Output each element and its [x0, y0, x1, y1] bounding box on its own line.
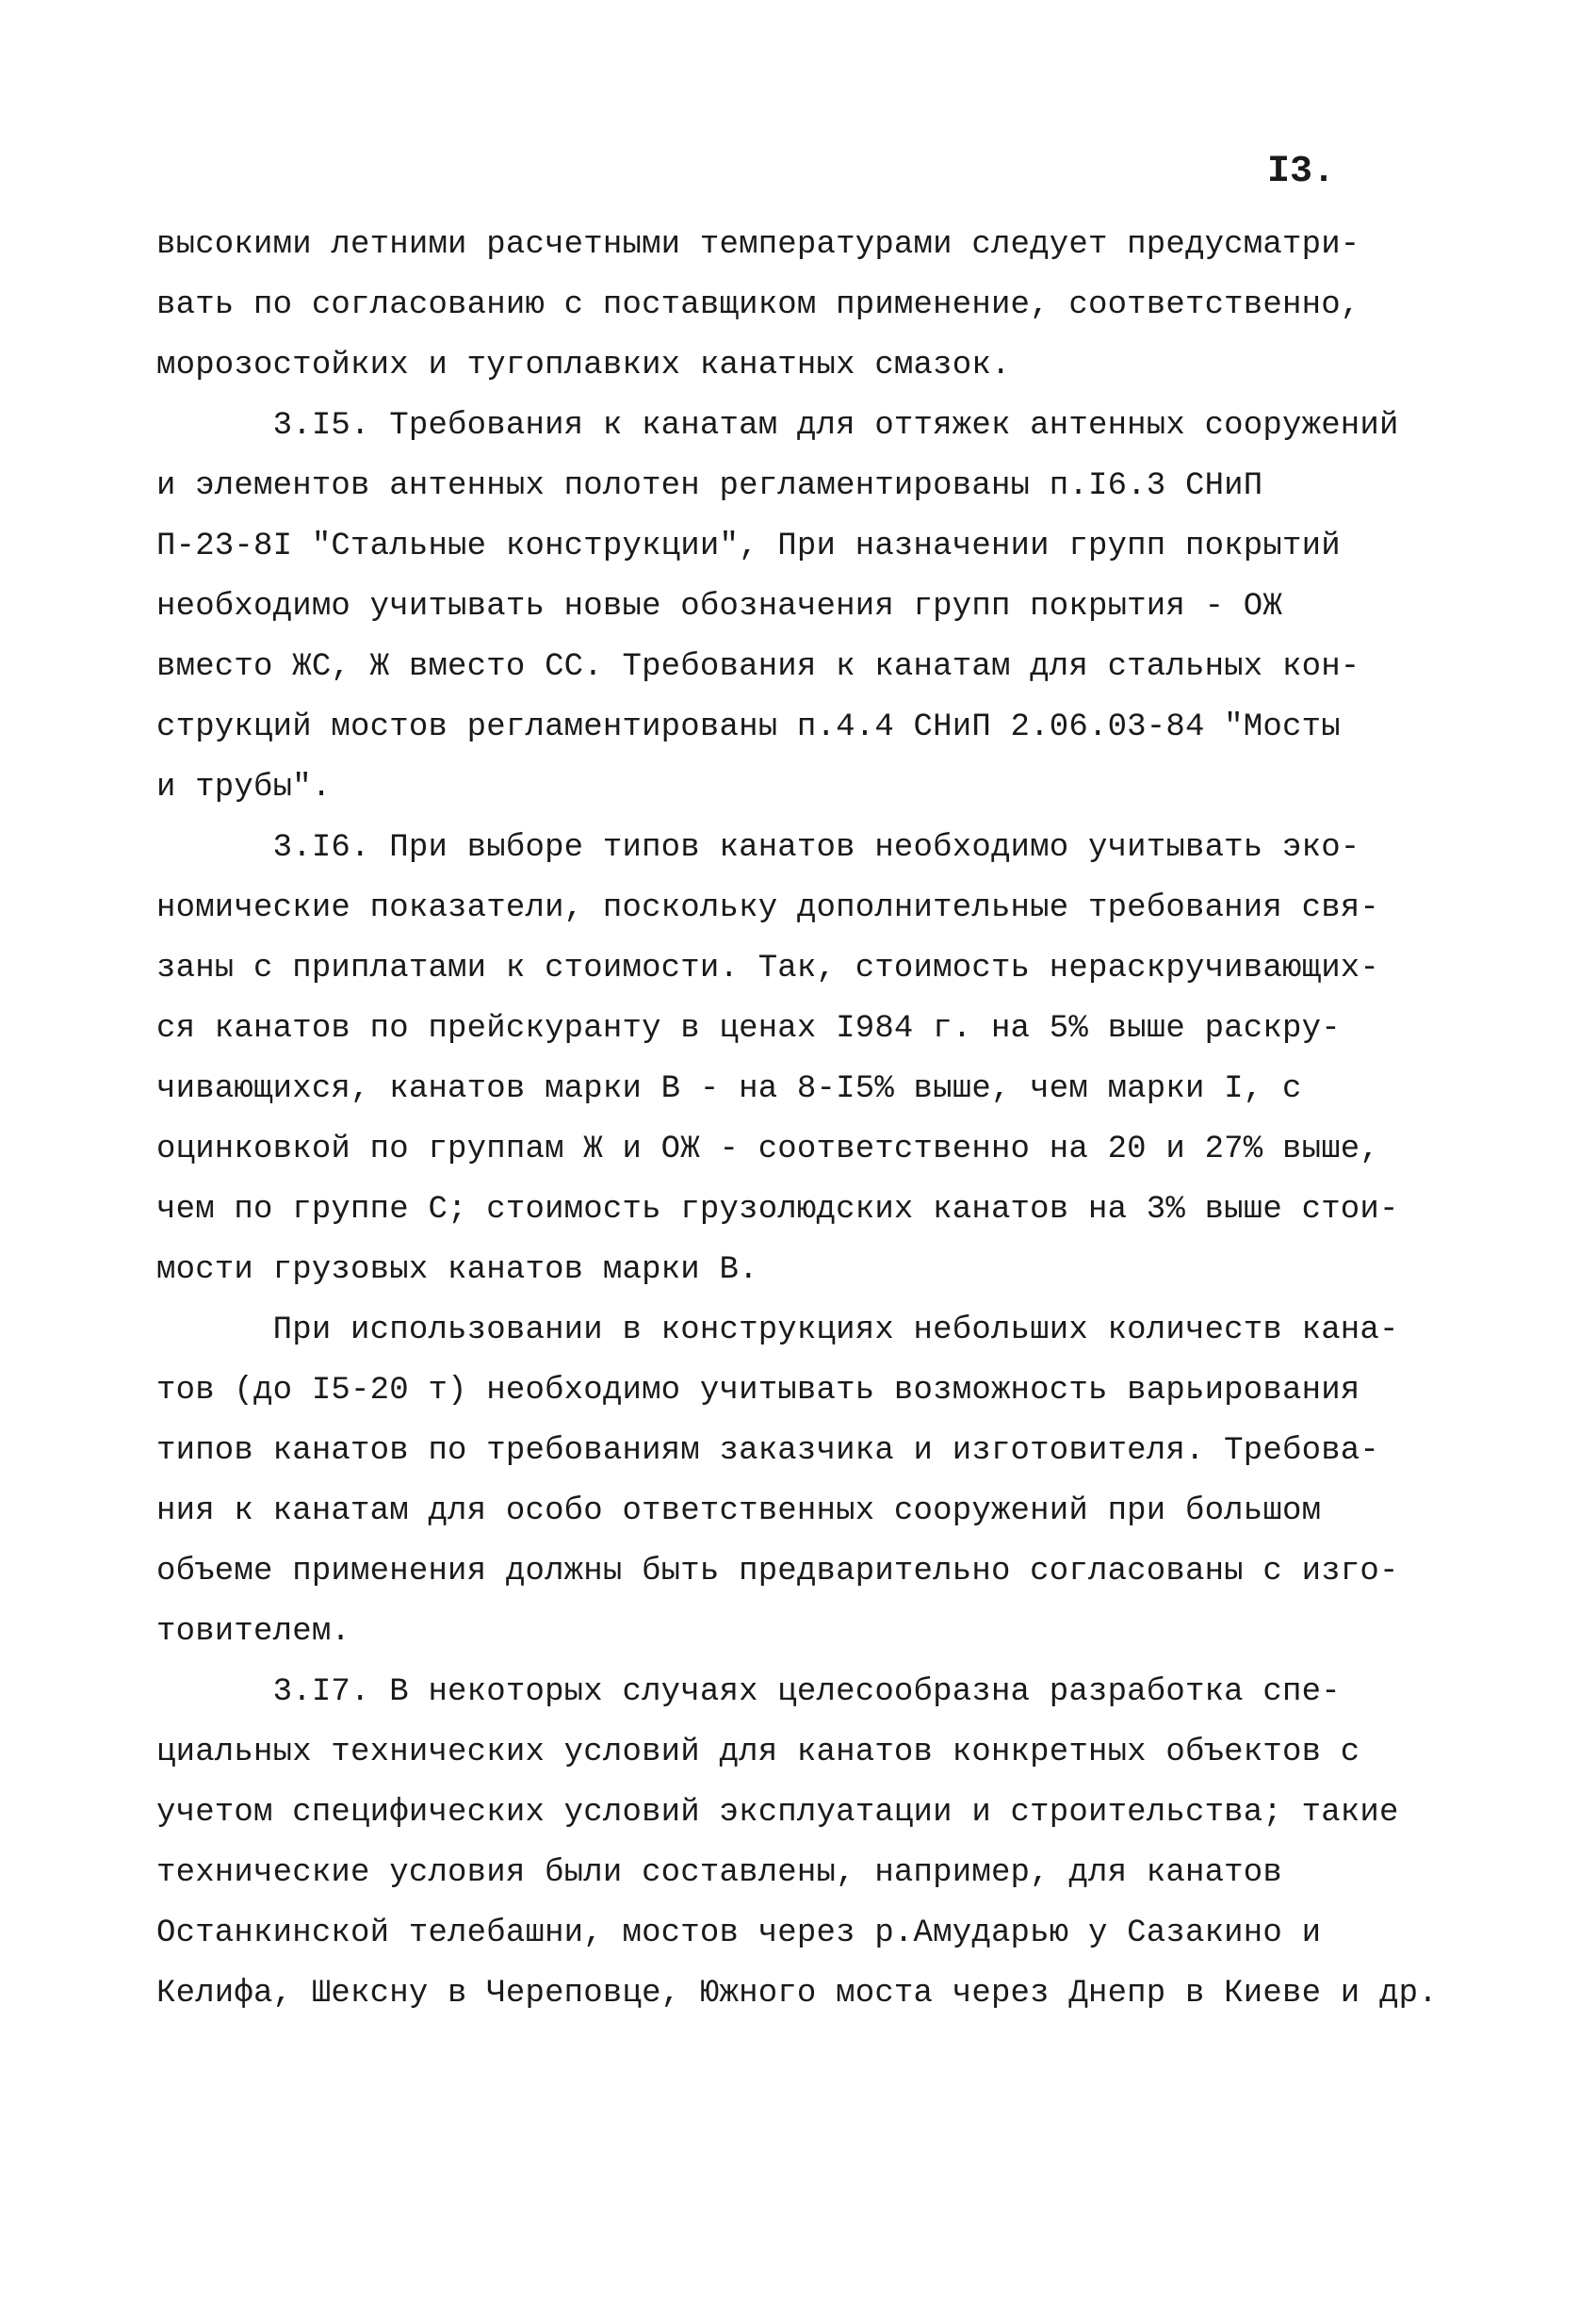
text-line: 3.I5. Требования к канатам для оттяжек антенных сооружений	[156, 408, 1399, 444]
text-line: Останкинской телебашни, мостов через р.Амударью у Сазакино и	[156, 1915, 1322, 1951]
text-line: вместо ЖС, Ж вместо СС. Требования к канатам для стальных кон-	[156, 649, 1360, 685]
text-line: и элементов антенных полотен регламентированы п.I6.3 СНиП	[156, 468, 1263, 504]
text-line: заны с приплатами к стоимости. Так, стоимость нераскручивающих-	[156, 951, 1380, 986]
text-line: П-23-8I "Стальные конструкции", При назначении групп покрытий	[156, 529, 1341, 564]
text-line: чем по группе С; стоимость грузолюдских канатов на 3% выше стои-	[156, 1192, 1399, 1228]
body-text	[156, 215, 1438, 2024]
text-line: номические показатели, поскольку дополнительные требования свя-	[156, 890, 1380, 926]
text-line: объеме применения должны быть предварительно согласованы с изго-	[156, 1554, 1399, 1589]
text-line: типов канатов по требованиям заказчика и изготовителя. Требова-	[156, 1433, 1380, 1469]
text-line: циальных технических условий для канатов конкретных объектов с	[156, 1735, 1360, 1770]
text-line: струкций мостов регламентированы п.4.4 СНиП 2.06.03-84 "Мосты	[156, 709, 1341, 745]
text-line: ся канатов по прейскуранту в ценах I984 г. на 5% выше раскру-	[156, 1011, 1341, 1047]
text-line: и трубы".	[156, 770, 332, 806]
text-line: тов (до I5-20 т) необходимо учитывать возможность варьирования	[156, 1373, 1360, 1409]
text-line: оцинковкой по группам Ж и ОЖ - соответственно на 20 и 27% выше,	[156, 1132, 1380, 1167]
text-line: вать по согласованию с поставщиком применение, соответственно,	[156, 287, 1360, 323]
text-line: морозостойких и тугоплавких канатных смазок.	[156, 348, 1011, 383]
text-line: учетом специфических условий эксплуатации и строительства; такие	[156, 1795, 1399, 1831]
text-line: При использовании в конструкциях небольших количеств кана-	[156, 1312, 1399, 1348]
text-line: необходимо учитывать новые обозначения групп покрытия - ОЖ	[156, 589, 1282, 625]
text-line: мости грузовых канатов марки В.	[156, 1252, 758, 1288]
text-line: 3.I7. В некоторых случаях целесообразна разработка спе-	[156, 1674, 1341, 1710]
text-line: высокими летними расчетными температурами следует предусматри-	[156, 227, 1360, 263]
text-line: чивающихся, канатов марки В - на 8-I5% выше, чем марки I, с	[156, 1071, 1302, 1107]
text-line: Келифа, Шексну в Череповце, Южного моста через Днепр в Киеве и др.	[156, 1976, 1438, 2012]
text-line: 3.I6. При выборе типов канатов необходимо учитывать эко-	[156, 830, 1360, 866]
text-line: ния к канатам для особо ответственных сооружений при большом	[156, 1493, 1322, 1529]
text-line: товителем.	[156, 1614, 351, 1650]
page-number: I3.	[1267, 151, 1336, 193]
text-line: технические условия были составлены, например, для канатов	[156, 1855, 1282, 1891]
